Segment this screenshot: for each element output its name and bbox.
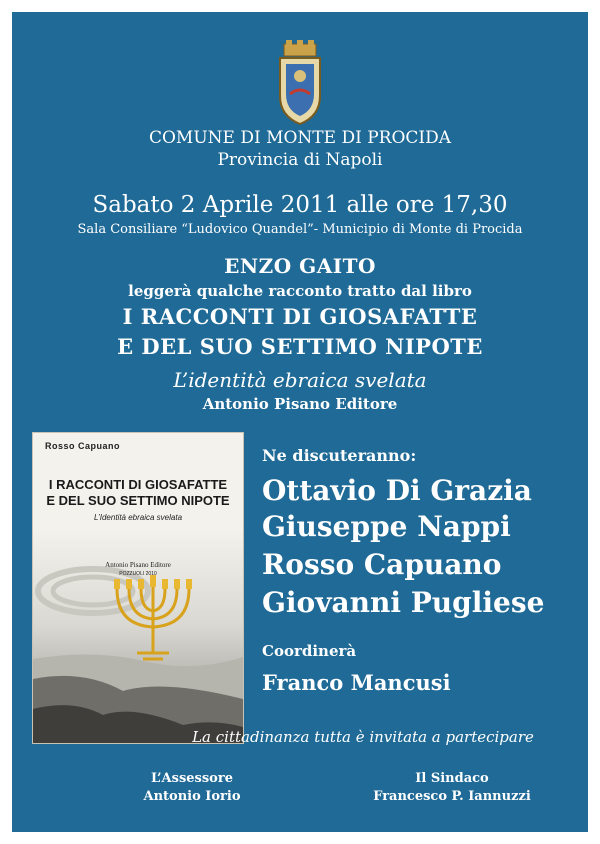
book-cover-title-line-2: E DEL SUO SETTIMO NIPOTE [46,493,230,508]
reading-intro: leggerà qualche racconto tratto dal libro [128,282,472,300]
event-poster [12,12,588,832]
signature-sindaco [352,770,552,806]
book-cover-author: Rosso Capuano [45,441,121,451]
signature-assessore [92,770,292,806]
book-publisher: Antonio Pisano Editore [202,395,398,413]
signature-role: L’Assessore [151,771,233,786]
signature-role: Il Sindaco [415,771,489,786]
municipality-name: COMUNE DI MONTE DI PROCIDA [148,128,452,148]
coordinator-label: Coordinerà [262,642,357,660]
reader-name: ENZO GAITO [224,254,376,278]
book-title-line-1: I RACCONTI DI GIOSAFATTE [122,304,478,329]
discussants-label: Ne discuteranno: [262,446,417,465]
book-cover-subtitle: L’Identità ebraica svelata [93,513,183,522]
event-venue: Sala Consiliare “Ludovico Quandel”- Municipio di Monte di Procida [77,222,523,237]
province-name: Provincia di Napoli [217,150,383,170]
book-cover-publisher: Antonio Pisano Editore [105,561,171,569]
event-date: Sabato 2 Aprile 2011 alle ore 17,30 [92,192,508,218]
book-cover-title-line-1: I RACCONTI DI GIOSAFATTE [48,477,228,492]
book-title-line-2: E DEL SUO SETTIMO NIPOTE [117,334,483,359]
signature-name: Antonio Iorio [143,789,241,804]
invitation-text: La cittadinanza tutta è invitata a partecipare [192,728,534,746]
coordinator-name: Franco Mancusi [262,670,451,695]
discussant-name: Rosso Capuano [262,548,502,581]
municipal-crest-icon [274,40,326,126]
book-subtitle: L’identità ebraica svelata [173,368,427,392]
discussant-name: Giuseppe Nappi [262,510,511,543]
book-cover-image [32,432,244,744]
book-cover-city: POZZUOLI 2010 [119,571,157,577]
discussant-name: Ottavio Di Grazia [262,474,532,507]
discussant-name: Giovanni Pugliese [262,586,545,619]
signature-name: Francesco P. Iannuzzi [373,789,531,804]
